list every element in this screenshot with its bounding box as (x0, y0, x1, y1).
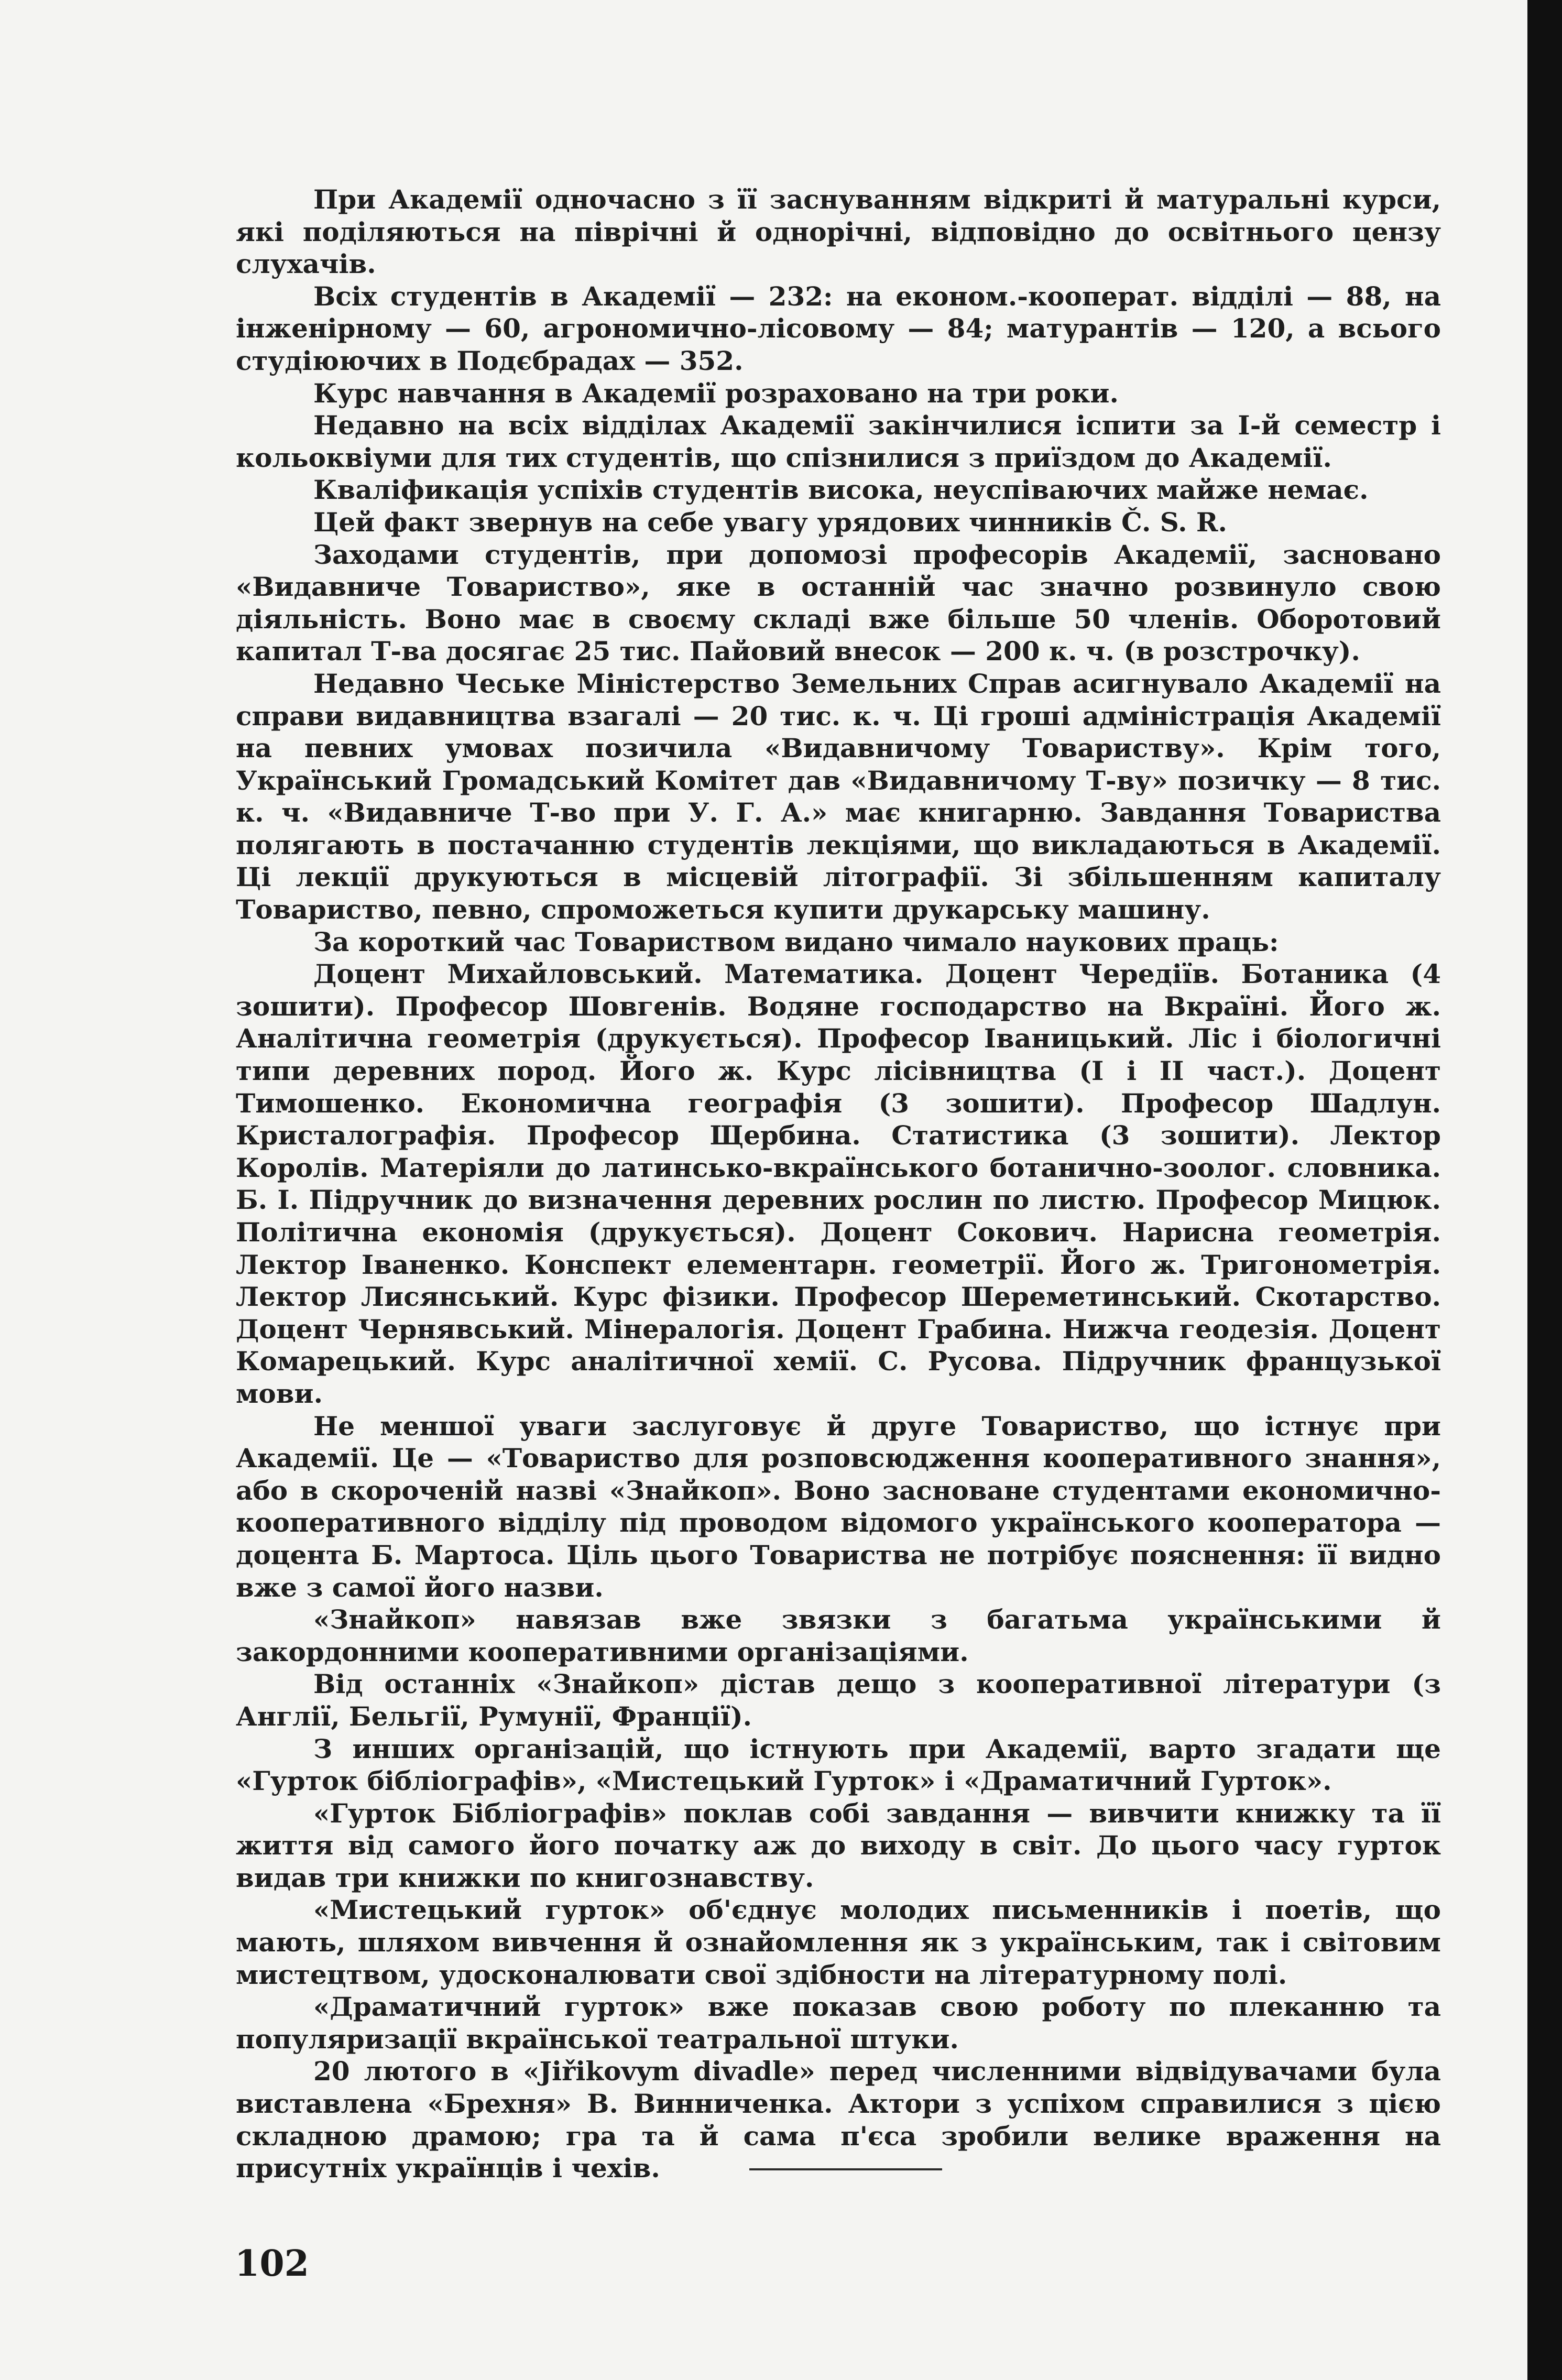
paragraph: Всіх студентів в Академії — 232: на економ.-кооперат. відділі — 88, на інженірному — 60, агрономично-лісовому — 84; матурантів — 120, а всього студіюючих в Подєбрадах — 352. (236, 280, 1441, 376)
paragraph: Недавно на всіх відділах Академії закінчилися іспити за I-й семестр і кольоквіуми для тих студентів, що спізнилися з приїздом до Академії. (236, 410, 1441, 473)
paragraph: Доцент Михайловський. Математика. Доцент Чередіїв. Ботаника (4 зошити). Професор Шовгенів. Водяне господарство на Вкраїні. Його ж. Аналітична геометрія (друкується). Професор Іваницький. Ліс і біологичні типи деревних пород. Його ж. Курс лісівництва (I і II част.). Доцент Тимошенко. Економична географія (3 зошити). Професор Шадлун. Кристалографія. Професор Щербина. Статистика (3 зошити). Лектор Королів. Матеріяли до латинсько-вкраїнського ботанично-зоолог. словника. Б. І. Підручник до визначення деревних рослин по листю. Професор Мицюк. Політична економія (друкується). Доцент Сокович. Нарисна геометрія. Лектор Іваненко. Конспект елементарн. геометрії. Його ж. Тригонометрія. Лектор Лисянський. Курс фізики. Професор Шереметинський. Скотарство. Доцент Чернявський. Мінералогія. Доцент Грабина. Нижча геодезія. Доцент Комарецький. Курс аналітичної хемії. С. Русова. Підручник французької мови. (236, 958, 1441, 1409)
paragraph: З инших організацій, що істнують при Академії, варто згадати ще «Гурток бібліографів», «Мистецький Гурток» і «Драматичний Гурток». (236, 1733, 1441, 1797)
paragraph: «Драматичний гурток» вже показав свою роботу по плеканню та популяризації вкраїнської театральної штуки. (236, 1991, 1441, 2055)
paragraph: Курс навчання в Академії розраховано на три роки. (313, 377, 1119, 409)
paragraph: Заходами студентів, при допомозі професорів Академії, засновано «Видавниче Товариство», яке в останній час значно розвинуло свою діяльність. Воно має в своєму складі вже більше 50 членів. Оборотовий капитал Т-ва досягає 25 тис. Пайовий внесок — 200 к. ч. (в розстрочку). (236, 539, 1441, 667)
page-number: 102 (235, 2243, 309, 2285)
paragraph: Недавно Чеське Міністерство Земельних Справ асигнувало Академії на справи видавництва взагалі — 20 тис. к. ч. Ці гроші адміністрація Академії на певних умовах позичила «Видавничому Товариству». Крім того, Український Громадський Комітет дав «Видавничому Т-ву» позичку — 8 тис. к. ч. «Видавниче Т-во при У. Г. А.» має книгарню. Завдання Товариства полягають в постачанню студентів лекціями, що викладаються в Академії. Ці лекції друкуються в місцевій літографії. Зі збільшенням капиталу Товариство, певно, спроможеться купити друкарську машину. (236, 668, 1441, 925)
article-body (236, 183, 1441, 2185)
paragraph: 20 лютого в «Jiřikovym divadle» перед численними відвідувачами була виставлена «Брехня» В. Винниченка. Актори з успіхом справилися з цією складною драмою; гра та й сама п'єса зробили велике враження на присутніх українців і чехів. (236, 2056, 1441, 2184)
paragraph: «Гурток Бібліографів» поклав собі завдання — вивчити книжку та її життя від самого його початку аж до виходу в світ. До цього часу гурток видав три книжки по книгознавству. (236, 1797, 1441, 1893)
paragraph: Не меншої уваги заслуговує й друге Товариство, що істнує при Академії. Це — «Товариство для розповсюдження кооперативного знання», або в скороченій назві «Знайкоп». Воно засноване студентами економично-кооперативного відділу під проводом відомого українського кооператора — доцента Б. Мартоса. Ціль цього Товариства не потрібує пояснення: її видно вже з самої його назви. (236, 1410, 1441, 1603)
section-divider (749, 2168, 942, 2170)
paragraph: Цей факт звернув на себе увагу урядових чинників Č. S. R. (313, 506, 1227, 538)
paragraph: «Знайкоп» навязав вже звязки з багатьма українськими й закордонними кооперативними організаціями. (236, 1604, 1441, 1667)
paragraph: Кваліфикація успіхів студентів висока, неуспіваючих майже немає. (313, 474, 1369, 506)
paragraph: «Мистецький гурток» об'єднує молодих письменників і поетів, що мають, шляхом вивчення й ознайомлення як з українським, так і світовим мистецтвом, удосконалювати свої здібности на літературному полі. (236, 1894, 1441, 1990)
scan-edge (1527, 0, 1562, 2380)
paragraph: При Академії одночасно з її заснуванням відкриті й матуральні курси, які поділяються на піврічні й однорічні, відповідно до освітнього цензу слухачів. (236, 184, 1441, 280)
paragraph: За короткий час Товариством видано чимало наукових праць: (313, 926, 1279, 957)
paragraph: Від останніх «Знайкоп» дістав дещо з кооперативної літератури (з Англії, Бельгії, Румунії, Франції). (236, 1668, 1441, 1732)
